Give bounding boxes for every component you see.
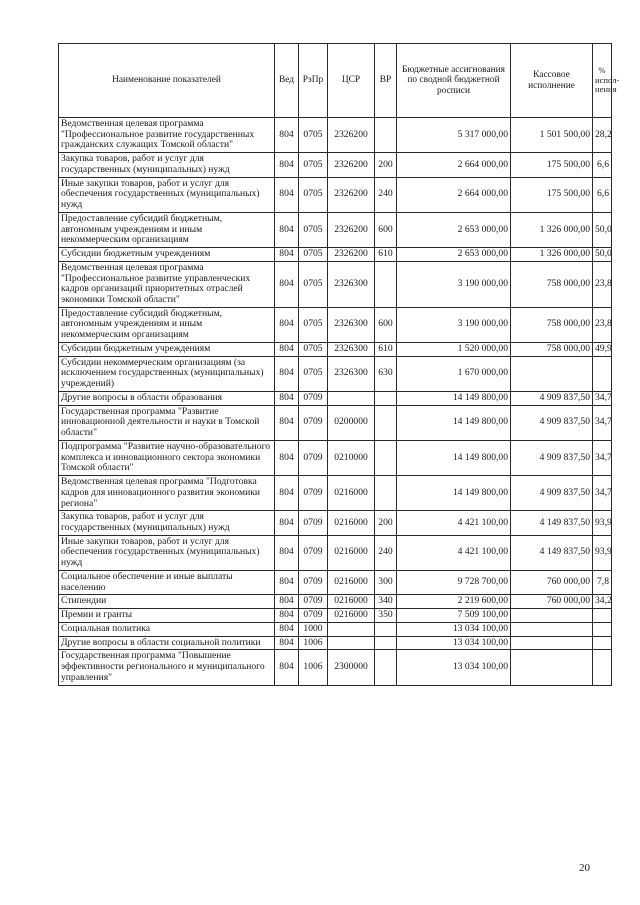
cell-name: Государственная программа "Развитие инновационной деятельности и науки в Томской области" bbox=[59, 405, 275, 440]
cell-budget: 13 034 100,00 bbox=[397, 636, 511, 650]
cell-cash bbox=[511, 609, 593, 623]
cell-ved: 804 bbox=[275, 622, 299, 636]
cell-name: Социальное обеспечение и иные выплаты населению bbox=[59, 570, 275, 594]
cell-percent: 34,7 bbox=[593, 391, 612, 405]
cell-cash: 4 149 837,50 bbox=[511, 511, 593, 535]
cell-percent bbox=[593, 636, 612, 650]
header-percent: % испол-нения bbox=[593, 44, 612, 118]
cell-csr: 0210000 bbox=[328, 440, 375, 475]
cell-rzpr: 0709 bbox=[299, 440, 328, 475]
cell-ved: 804 bbox=[275, 391, 299, 405]
cell-rzpr: 0705 bbox=[299, 356, 328, 391]
cell-ved: 804 bbox=[275, 307, 299, 342]
cell-csr: 2326200 bbox=[328, 212, 375, 247]
cell-budget: 7 509 100,00 bbox=[397, 609, 511, 623]
cell-csr: 2326200 bbox=[328, 248, 375, 262]
cell-name: Предоставление субсидий бюджетным, автономным учреждениям и иным некоммерческим организациям bbox=[59, 307, 275, 342]
cell-vr: 610 bbox=[375, 342, 397, 356]
cell-percent: 28,2 bbox=[593, 118, 612, 153]
cell-budget: 4 421 100,00 bbox=[397, 535, 511, 570]
cell-csr: 2326300 bbox=[328, 356, 375, 391]
cell-percent: 50,0 bbox=[593, 248, 612, 262]
table-row bbox=[59, 570, 612, 594]
cell-name: Другие вопросы в области социальной политики bbox=[59, 636, 275, 650]
cell-cash bbox=[511, 622, 593, 636]
cell-vr: 600 bbox=[375, 212, 397, 247]
cell-csr bbox=[328, 391, 375, 405]
table-row bbox=[59, 622, 612, 636]
page-number: 20 bbox=[579, 862, 590, 874]
cell-budget: 3 190 000,00 bbox=[397, 307, 511, 342]
cell-csr: 0216000 bbox=[328, 595, 375, 609]
cell-cash: 1 501 500,00 bbox=[511, 118, 593, 153]
table-row bbox=[59, 391, 612, 405]
cell-rzpr: 0709 bbox=[299, 570, 328, 594]
cell-budget: 2 219 600,00 bbox=[397, 595, 511, 609]
cell-name: Закупка товаров, работ и услуг для государственных (муниципальных) нужд bbox=[59, 511, 275, 535]
cell-percent bbox=[593, 609, 612, 623]
cell-name: Ведомственная целевая программа "Профессиональное развитие управленческих кадров организаций приоритетных отраслей экономики Томской области" bbox=[59, 261, 275, 307]
cell-csr: 2326200 bbox=[328, 153, 375, 177]
cell-ved: 804 bbox=[275, 342, 299, 356]
cell-vr: 300 bbox=[375, 570, 397, 594]
cell-budget: 14 149 800,00 bbox=[397, 476, 511, 511]
cell-csr: 0216000 bbox=[328, 609, 375, 623]
table-row bbox=[59, 440, 612, 475]
cell-cash: 4 909 837,50 bbox=[511, 476, 593, 511]
cell-csr: 0216000 bbox=[328, 570, 375, 594]
table-row bbox=[59, 535, 612, 570]
cell-rzpr: 0705 bbox=[299, 248, 328, 262]
cell-csr: 2326200 bbox=[328, 177, 375, 212]
cell-cash: 175 500,00 bbox=[511, 153, 593, 177]
cell-name: Иные закупки товаров, работ и услуг для обеспечения государственных (муниципальных) нужд bbox=[59, 535, 275, 570]
cell-ved: 804 bbox=[275, 650, 299, 685]
cell-budget: 13 034 100,00 bbox=[397, 622, 511, 636]
cell-cash: 4 909 837,50 bbox=[511, 391, 593, 405]
table-row bbox=[59, 212, 612, 247]
table-row bbox=[59, 177, 612, 212]
table-row bbox=[59, 248, 612, 262]
cell-csr: 0216000 bbox=[328, 511, 375, 535]
table-row bbox=[59, 476, 612, 511]
cell-ved: 804 bbox=[275, 261, 299, 307]
cell-ved: 804 bbox=[275, 595, 299, 609]
header-name: Наименование показателей bbox=[59, 44, 275, 118]
cell-vr: 610 bbox=[375, 248, 397, 262]
cell-percent: 23,8 bbox=[593, 307, 612, 342]
cell-budget: 2 653 000,00 bbox=[397, 212, 511, 247]
cell-csr: 2300000 bbox=[328, 650, 375, 685]
cell-csr: 2326200 bbox=[328, 118, 375, 153]
cell-rzpr: 0705 bbox=[299, 118, 328, 153]
cell-vr: 200 bbox=[375, 153, 397, 177]
cell-percent: 6,6 bbox=[593, 177, 612, 212]
cell-csr bbox=[328, 636, 375, 650]
cell-name: Ведомственная целевая программа "Профессиональное развитие государственных гражданских служащих Томской области" bbox=[59, 118, 275, 153]
cell-budget: 14 149 800,00 bbox=[397, 405, 511, 440]
cell-ved: 804 bbox=[275, 440, 299, 475]
cell-name: Другие вопросы в области образования bbox=[59, 391, 275, 405]
cell-rzpr: 0705 bbox=[299, 212, 328, 247]
cell-rzpr: 1000 bbox=[299, 622, 328, 636]
cell-ved: 804 bbox=[275, 511, 299, 535]
cell-cash: 760 000,00 bbox=[511, 570, 593, 594]
cell-name: Государственная программа "Повышение эффективности регионального и муниципального управления" bbox=[59, 650, 275, 685]
cell-name: Субсидии бюджетным учреждениям bbox=[59, 342, 275, 356]
cell-csr: 0216000 bbox=[328, 535, 375, 570]
cell-rzpr: 0705 bbox=[299, 261, 328, 307]
cell-cash bbox=[511, 636, 593, 650]
header-budget: Бюджетные ассигнования по сводной бюджетной росписи bbox=[397, 44, 511, 118]
cell-cash: 4 909 837,50 bbox=[511, 405, 593, 440]
table-row bbox=[59, 595, 612, 609]
cell-cash: 758 000,00 bbox=[511, 307, 593, 342]
cell-percent: 34,7 bbox=[593, 476, 612, 511]
cell-rzpr: 0705 bbox=[299, 342, 328, 356]
cell-percent: 7,8 bbox=[593, 570, 612, 594]
cell-name: Подпрограмма "Развитие научно-образовательного комплекса и инновационного сектора экономики Томской области" bbox=[59, 440, 275, 475]
cell-budget: 14 149 800,00 bbox=[397, 391, 511, 405]
cell-vr bbox=[375, 476, 397, 511]
cell-cash bbox=[511, 356, 593, 391]
cell-percent bbox=[593, 356, 612, 391]
cell-percent: 34,2 bbox=[593, 595, 612, 609]
cell-csr: 2326300 bbox=[328, 261, 375, 307]
cell-vr: 240 bbox=[375, 535, 397, 570]
cell-rzpr: 0709 bbox=[299, 535, 328, 570]
cell-rzpr: 0705 bbox=[299, 307, 328, 342]
cell-vr bbox=[375, 405, 397, 440]
table-row bbox=[59, 307, 612, 342]
cell-ved: 804 bbox=[275, 609, 299, 623]
cell-vr: 340 bbox=[375, 595, 397, 609]
cell-budget: 1 670 000,00 bbox=[397, 356, 511, 391]
header-csr: ЦСР bbox=[328, 44, 375, 118]
cell-cash: 175 500,00 bbox=[511, 177, 593, 212]
table-body bbox=[59, 118, 612, 686]
cell-budget: 2 664 000,00 bbox=[397, 177, 511, 212]
cell-percent bbox=[593, 650, 612, 685]
cell-budget: 2 664 000,00 bbox=[397, 153, 511, 177]
cell-ved: 804 bbox=[275, 476, 299, 511]
cell-ved: 804 bbox=[275, 212, 299, 247]
cell-vr: 200 bbox=[375, 511, 397, 535]
cell-vr bbox=[375, 261, 397, 307]
cell-ved: 804 bbox=[275, 570, 299, 594]
cell-name: Стипендии bbox=[59, 595, 275, 609]
cell-name: Социальная политика bbox=[59, 622, 275, 636]
cell-rzpr: 1006 bbox=[299, 636, 328, 650]
cell-ved: 804 bbox=[275, 356, 299, 391]
cell-rzpr: 0709 bbox=[299, 391, 328, 405]
table-row bbox=[59, 153, 612, 177]
cell-vr bbox=[375, 440, 397, 475]
cell-ved: 804 bbox=[275, 636, 299, 650]
table-row bbox=[59, 342, 612, 356]
cell-ved: 804 bbox=[275, 535, 299, 570]
cell-name: Закупка товаров, работ и услуг для государственных (муниципальных) нужд bbox=[59, 153, 275, 177]
cell-budget: 14 149 800,00 bbox=[397, 440, 511, 475]
cell-vr: 630 bbox=[375, 356, 397, 391]
table-row bbox=[59, 609, 612, 623]
cell-cash bbox=[511, 650, 593, 685]
table-row bbox=[59, 650, 612, 685]
budget-execution-table bbox=[58, 43, 620, 686]
cell-csr: 2326300 bbox=[328, 342, 375, 356]
cell-rzpr: 0709 bbox=[299, 405, 328, 440]
cell-budget: 3 190 000,00 bbox=[397, 261, 511, 307]
cell-budget: 9 728 700,00 bbox=[397, 570, 511, 594]
header-cash: Кассовое исполнение bbox=[511, 44, 593, 118]
table-row bbox=[59, 356, 612, 391]
cell-percent: 93,9 bbox=[593, 511, 612, 535]
cell-budget: 13 034 100,00 bbox=[397, 650, 511, 685]
cell-percent: 6,6 bbox=[593, 153, 612, 177]
cell-name: Субсидии некоммерческим организациям (за исключением государственных (муниципальных) учреждений) bbox=[59, 356, 275, 391]
cell-rzpr: 0709 bbox=[299, 609, 328, 623]
cell-csr: 0200000 bbox=[328, 405, 375, 440]
table-header-row bbox=[59, 44, 612, 118]
table-row bbox=[59, 261, 612, 307]
cell-percent: 50,0 bbox=[593, 212, 612, 247]
cell-rzpr: 0709 bbox=[299, 595, 328, 609]
cell-rzpr: 0705 bbox=[299, 153, 328, 177]
cell-vr: 600 bbox=[375, 307, 397, 342]
table-row bbox=[59, 118, 612, 153]
cell-percent bbox=[593, 622, 612, 636]
cell-percent: 34,7 bbox=[593, 405, 612, 440]
cell-percent: 23,8 bbox=[593, 261, 612, 307]
cell-name: Предоставление субсидий бюджетным, автономным учреждениям и иным некоммерческим организациям bbox=[59, 212, 275, 247]
cell-cash: 1 326 000,00 bbox=[511, 248, 593, 262]
cell-percent: 49,9 bbox=[593, 342, 612, 356]
cell-cash: 758 000,00 bbox=[511, 342, 593, 356]
header-ved: Вед bbox=[275, 44, 299, 118]
cell-budget: 2 653 000,00 bbox=[397, 248, 511, 262]
cell-csr: 0216000 bbox=[328, 476, 375, 511]
cell-budget: 5 317 000,00 bbox=[397, 118, 511, 153]
cell-percent: 34,7 bbox=[593, 440, 612, 475]
cell-vr bbox=[375, 636, 397, 650]
cell-rzpr: 0709 bbox=[299, 476, 328, 511]
cell-vr bbox=[375, 622, 397, 636]
cell-cash: 4 909 837,50 bbox=[511, 440, 593, 475]
table-row bbox=[59, 636, 612, 650]
cell-name: Премии и гранты bbox=[59, 609, 275, 623]
cell-vr bbox=[375, 650, 397, 685]
cell-vr: 350 bbox=[375, 609, 397, 623]
cell-rzpr: 0709 bbox=[299, 511, 328, 535]
table-row bbox=[59, 405, 612, 440]
cell-budget: 1 520 000,00 bbox=[397, 342, 511, 356]
cell-rzpr: 0705 bbox=[299, 177, 328, 212]
cell-cash: 1 326 000,00 bbox=[511, 212, 593, 247]
cell-cash: 4 149 837,50 bbox=[511, 535, 593, 570]
cell-cash: 758 000,00 bbox=[511, 261, 593, 307]
table-row bbox=[59, 511, 612, 535]
header-vr: ВР bbox=[375, 44, 397, 118]
cell-csr bbox=[328, 622, 375, 636]
cell-ved: 804 bbox=[275, 405, 299, 440]
cell-vr: 240 bbox=[375, 177, 397, 212]
cell-name: Субсидии бюджетным учреждениям bbox=[59, 248, 275, 262]
cell-vr bbox=[375, 118, 397, 153]
cell-rzpr: 1006 bbox=[299, 650, 328, 685]
cell-vr bbox=[375, 391, 397, 405]
cell-ved: 804 bbox=[275, 177, 299, 212]
cell-cash: 760 000,00 bbox=[511, 595, 593, 609]
cell-ved: 804 bbox=[275, 248, 299, 262]
cell-name: Ведомственная целевая программа "Подготовка кадров для инновационного развития экономики региона" bbox=[59, 476, 275, 511]
cell-percent: 93,9 bbox=[593, 535, 612, 570]
cell-ved: 804 bbox=[275, 118, 299, 153]
cell-csr: 2326300 bbox=[328, 307, 375, 342]
cell-budget: 4 421 100,00 bbox=[397, 511, 511, 535]
cell-ved: 804 bbox=[275, 153, 299, 177]
cell-name: Иные закупки товаров, работ и услуг для обеспечения государственных (муниципальных) нужд bbox=[59, 177, 275, 212]
header-rzpr: РзПр bbox=[299, 44, 328, 118]
